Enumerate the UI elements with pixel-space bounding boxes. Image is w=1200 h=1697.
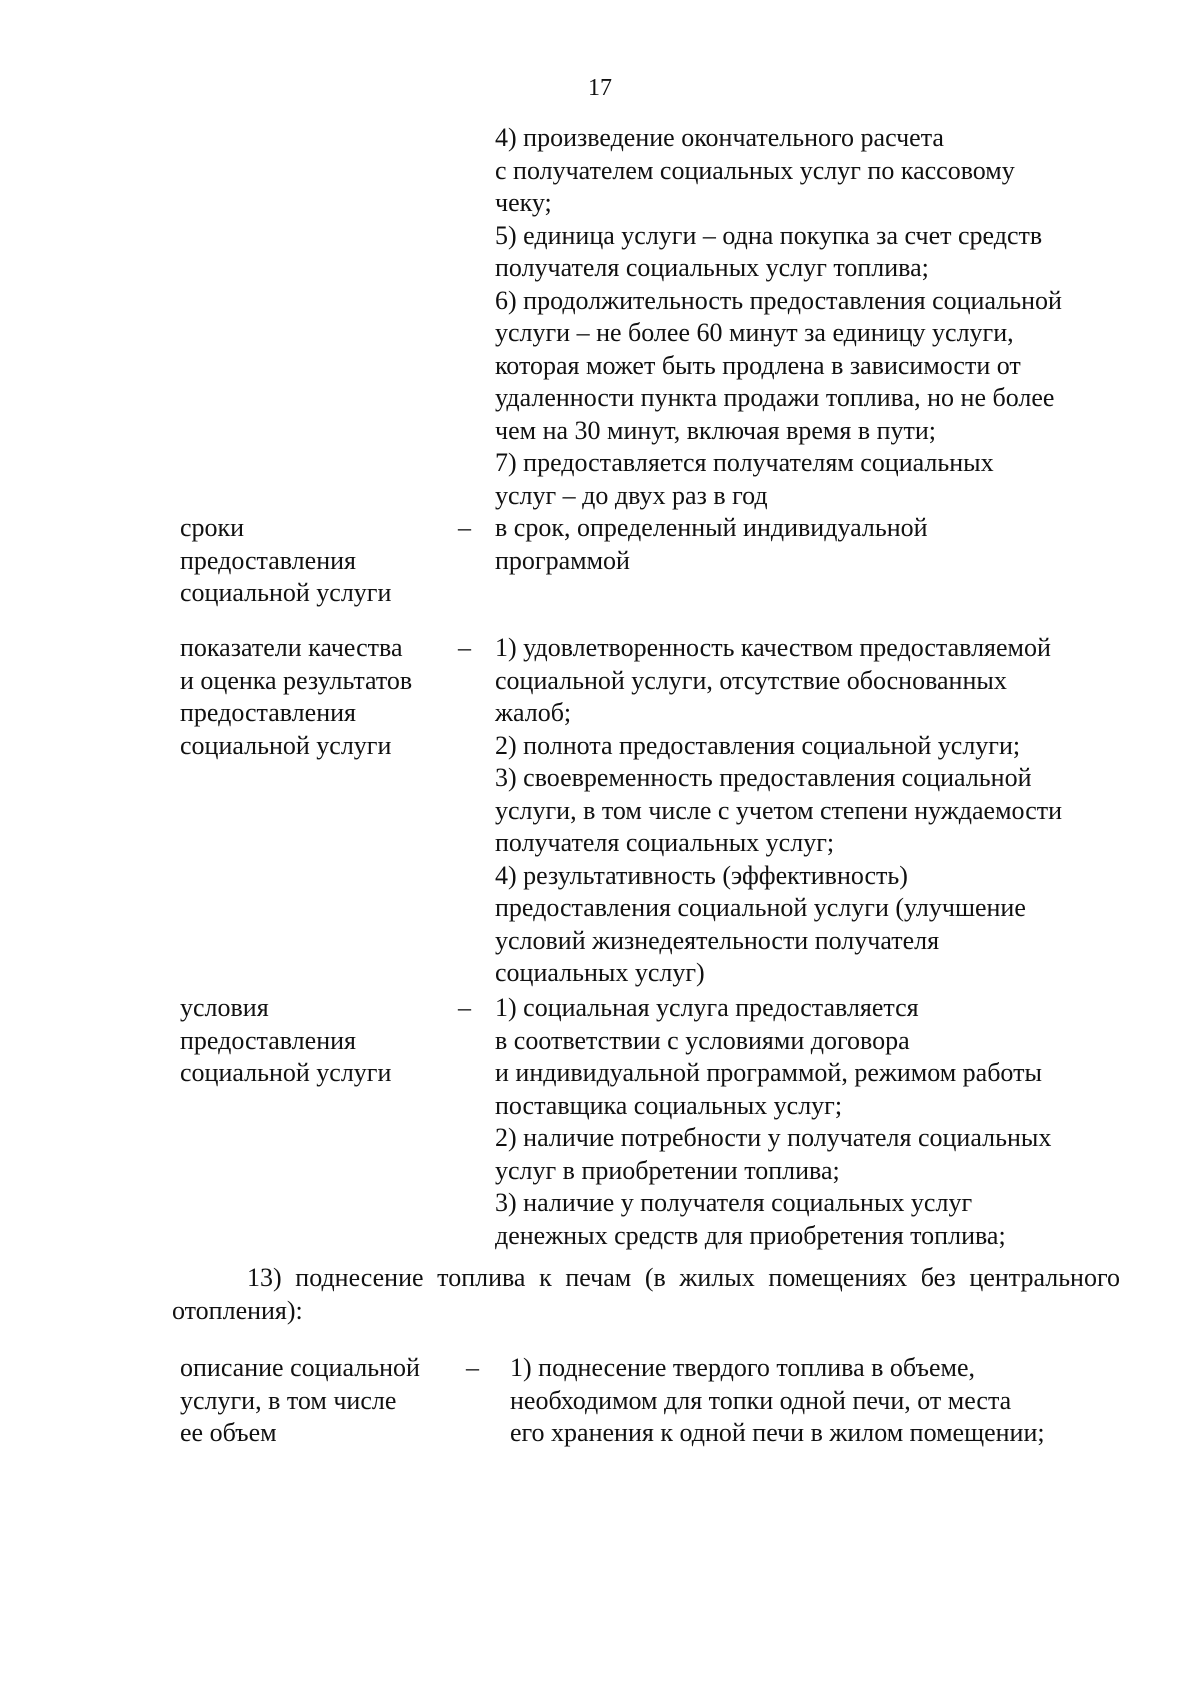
row-label: сроки предоставления социальной услуги [180,513,392,607]
continuation-line: услуг – до двух раз в год [495,480,768,510]
row-content: 1) социальная услуга предоставляется в соответствии с условиями договора и индивидуальной программой, режимом работы поставщика социальных услуг; 2) наличие потребности у получателя социальных услуг в приобретении топлива; 3) наличие у получателя социальных услуг денежных средств для приобретения топлива; [495,993,1052,1250]
row-label: показатели качества и оценка результатов предоставления социальной услуги [180,633,413,760]
row-label: условия предоставления социальной услуги [180,993,392,1087]
continuation-line: с получателем социальных услуг по кассовому [495,155,1015,185]
page-number: 17 [588,75,612,101]
continuation-line: удаленности пункта продажи топлива, но не более [495,383,1055,412]
continuation-line: 5) единица услуги – одна покупка за счет средств [495,220,1043,250]
row-content: 1) удовлетворенность качеством предоставляемой социальной услуги, отсутствие обоснованных жалоб; 2) полнота предоставления социальной услуги; 3) своевременность предоставления социальной услуги, в том числе с учетом степени нуждаемости получателя социальных услуг; 4) результативность (эффективность) предоставления социальной услуги (улучшение условий жизнедеятельности получателя социальных услуг) [495,633,1063,987]
row-label: описание социальной услуги, в том числе ее объем [180,1353,420,1447]
continuation-line: 7) предоставляется получателям социальных [495,448,994,477]
row-dash: – [458,513,471,542]
continuation-line: 4) произведение окончательного расчета [495,123,944,152]
continuation-line: получателя социальных услуг топлива; [495,253,929,282]
continuation-line: чеку; [495,188,552,217]
continuation-text [495,122,1135,512]
row-dash: – [458,633,471,662]
continuation-line: чем на 30 минут, включая время в пути; [495,415,937,445]
section-paragraph: 13) поднесение топлива к печам (в жилых помещениях без центрального отопления): [172,1263,1120,1325]
row-dash: – [466,1353,479,1382]
continuation-line: услуги – не более 60 минут за единицу услуги, [495,318,1014,347]
continuation-line: 6) продолжительность предоставления социальной [495,285,1062,315]
row-content: в срок, определенный индивидуальной программой [495,513,928,575]
row-dash: – [458,993,471,1022]
continuation-line: которая может быть продлена в зависимости от [495,350,1021,380]
row-content: 1) поднесение твердого топлива в объеме, необходимом для топки одной печи, от места его хранения к одной печи в жилом помещении; [510,1353,1045,1447]
